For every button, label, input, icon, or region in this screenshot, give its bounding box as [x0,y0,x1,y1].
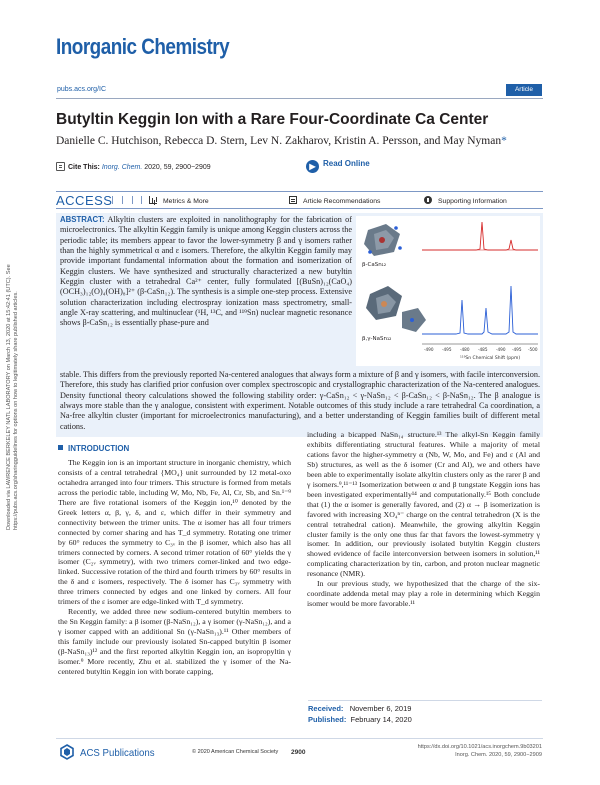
read-online-label: Read Online [323,159,370,168]
info-icon [424,196,432,204]
toc-tick: -480 [460,347,470,352]
intro-paragraph-1: The Keggin ion is an important structure in inorganic chemistry, which consists of a central tetrahedral {MO₄} unit surrounded by 12 metal-oxo octahedra arranged into four trimers. This structure is formed from metals across the periodic table, including W, Mo, Nb, Fe, Al, Cr, Sb, and Sn.¹⁻⁹ There are five rotational isomers of the Keggin ion,¹⁰ denoted by the Greek letters α, β, γ, δ, and ε, which differ in their symmetry and connectivity between the trimer units. The α isomer has all four trimers connected by corner sharing and has T_d symmetry. Rotating one trimer by 60° reduces the symmetry to C₃ᵥ in the β isomer, which also has all trimers connected by corners. A second trimer rotation of 60° yields the γ isomer (C₂ᵥ symmetry), with two trimers corner-linked and two edge-linked. Successive rotation of the third and fourth trimers by 60° results in the δ and ε isomers, respectively. The δ isomer has C₃ᵥ symmetry with three trimers connected by edges and one linked by corners. All four trimers of the ε isomer are edge-linked with T_d symmetry. [58,457,291,607]
journal-name[interactable]: Inorganic Chemistry [56,34,230,59]
access-title: ACCESS [56,193,113,208]
recommendations-label: Article Recommendations [303,198,381,205]
article-dates [308,703,412,725]
footer-divider [56,738,543,739]
cite-journal-link[interactable]: Inorg. Chem. [101,164,143,171]
toc-label-bottom: β,γ-NaSn₁₂ [362,336,392,342]
supporting-info-link[interactable] [424,196,507,205]
abstract-text-top [60,215,352,329]
read-online-icon: ▶ [306,160,319,173]
intro-paragraph-3: including a bicapped NaSn₁₄ structure.¹³ The alkyl-Sn Keggin family exhibits differentiating structural features. While a majority of metal cations favor the higher-symmetry α (Nb, W, Mo, and Fe) and ε (Al and Sb) structures, as well as the δ isomer (Cr and Al), we and others have been able to experimentally isolate alkyltin clusters only as the rarer β and γ isomers.⁹,¹¹⁻¹³ Isomerization between α and β tungstate Keggin ions has been investigated experimentally¹⁴ and computationally.¹⁵ Both conclude that (1) the α isomer is generally favored, and (2) α → β isomerization is favored with increasing XO₄ⁿ⁻ charge on the central tetrahedron (X is the central tetrahedral cation). Meanwhile, the growing alkyltin Keggin cluster family is the only one thus far that favors the lowest-symmetry γ isomer. In addition, our previously isolated butyltin Keggin clusters showed evidence of facile interconversion between isomers in solution,¹¹ complicating characterization by tin, carbon, and proton nuclear magnetic resonance (NMR). [307,430,540,579]
authors-text: Danielle C. Hutchison, Rebecca D. Stern, Lev N. Zakharov, Kristin A. Persson, and May Nyman [56,135,502,147]
article-type-badge: Article [506,84,542,96]
dates-divider [308,700,542,701]
doi-link[interactable]: https://dx.doi.org/10.1021/acs.inorgchem.9b03201 [417,744,542,750]
intro-column-right [307,430,540,609]
recommendations-link[interactable] [289,196,380,205]
page-number: 2900 [291,749,306,756]
toc-tick: -495 [442,347,452,352]
download-note-text: Downloaded via LAWRENCE BERKELEY NATL LABORATORY on March 13, 2020 at 15:42:41 (UTC). See https://pubs.acs.org/sharingguidelines for options on how to legitimately share published articles. [6,264,19,530]
published-label: Published: [308,715,347,724]
cite-reference: 2020, 59, 2900−2909 [142,164,211,171]
toc-x-label: ¹¹⁹Sn Chemical Shift (ppm) [460,356,521,361]
access-bar [56,191,543,209]
acs-logo-icon [59,744,75,760]
intro-column-left [58,444,291,677]
intro-paragraph-4: In our previous study, we hypothesized that the charge of the six-coordinate addenda metal may play a role in determining which Keggin isomer would be more favorable.¹¹ [307,579,540,609]
metrics-link[interactable] [149,196,209,205]
header-divider [56,98,543,99]
footer-doi [416,744,542,759]
read-online-button[interactable] [306,159,370,173]
intro-heading [58,444,291,454]
cite-this [56,162,211,171]
article-title: Butyltin Keggin Ion with a Rare Four-Coordinate Ca Center [56,111,489,128]
received-date: November 6, 2019 [349,704,412,713]
toc-tick: -490 [424,347,434,352]
toc-label-top: β-CaSn₁₂ [362,262,387,268]
published-date: February 14, 2020 [350,715,412,724]
toc-tick: -500 [528,347,538,352]
author-list [56,135,507,147]
toc-tick: -490 [496,347,506,352]
intro-heading-text: INTRODUCTION [68,444,130,453]
access-bar-divider [112,196,142,204]
metrics-label: Metrics & More [163,198,209,205]
toc-svg [356,216,540,366]
intro-paragraph-2: Recently, we added three new sodium-centered butyltin members to the Sn Keggin family: a β isomer (β-NaSn₁₂), a γ isomer (γ-NaSn₁₂), and a γ isomer capped with an additional Sn (γ-NaSn₁₃).¹¹ Other members of this family include our previously isolated Sn-capped butyltin β isomer (β-NaSn₁₃)¹² and the first reported alkyltin Keggin ion, an isopropyltin γ isomer.⁹ More recently, Zhu et al. stabilized the γ isomer of the Na-centered butyltin Keggin ion with borate capping, [58,607,291,676]
corresponding-author-mark[interactable]: * [501,135,507,147]
download-note [2,190,24,530]
toc-tick: -495 [512,347,522,352]
journal-url[interactable]: pubs.acs.org/IC [57,86,107,93]
toc-tick: -485 [478,347,488,352]
cite-label: Cite This: [68,164,100,171]
footer-citation: Inorg. Chem. 2020, 59, 2900−2909 [455,751,542,758]
cite-icon [56,162,65,171]
abstract-part1: Alkyltin clusters are exploited in nanolithography for the fabrication of microelectronics. The alkyltin Keggin family is unique among Keggin clusters across the periodic table; its members appear to favor the lower-symmetry β and γ isomers rather than the highly symmetrical α and ε isomers. Therefore, the alkyltin Keggin family may provide important fundamental information about the formation and isomerization of Keggin clusters. We have synthesized and structurally characterized a new butyltin Keggin cluster with a tetrahedral Ca²⁺ center, fully formulated [(BuSn)₁₂(CaO₄)(OCH₃)₁₂(O)₄(OH)₈]²⁺ (β-CaSn₁₂). The synthesis is a simple one-step process. Extensive solution characterization including electrospray ionization mass spectrometry, small-angle X-ray scattering, and multinuclear (¹H, ¹³C, and ¹¹⁹Sn) nuclear magnetic resonance shows β-CaSn₁₂ is essentially phase-pure and [60,215,352,328]
toc-graphic [356,216,540,366]
received-label: Received: [308,704,344,713]
document-icon [289,196,297,204]
bar-chart-icon [149,196,157,204]
section-square-icon [58,445,63,450]
publisher-name[interactable]: ACS Publications [80,747,155,759]
supporting-info-label: Supporting Information [438,198,507,205]
abstract-label: ABSTRACT: [60,215,105,224]
abstract-text-bottom: stable. This differs from the previously reported Na-centered analogues that always form a mixture of β and γ isomers, with facile interconversion. Therefore, this study has clarified prior confusion over complex spectroscopic and crystallographic characterization of the Na-centered analogues. Density functional theory calculations showed the following stability order: γ-CaSn₁₂ < γ-NaSn₁₂ < β-CaSn₁₂ < β-NaSn₁₂. The β analogue is always more stable than the γ analogue, consistent with experiment. Notable outcomes of this study include a rare tetrahedral Ca coordination, a Na-free alkyltin cluster (important for microelectronics manufacturing), and a better understanding of Keggin families built of different metal cations. [60,370,540,431]
copyright-notice: © 2020 American Chemical Society [192,749,279,755]
